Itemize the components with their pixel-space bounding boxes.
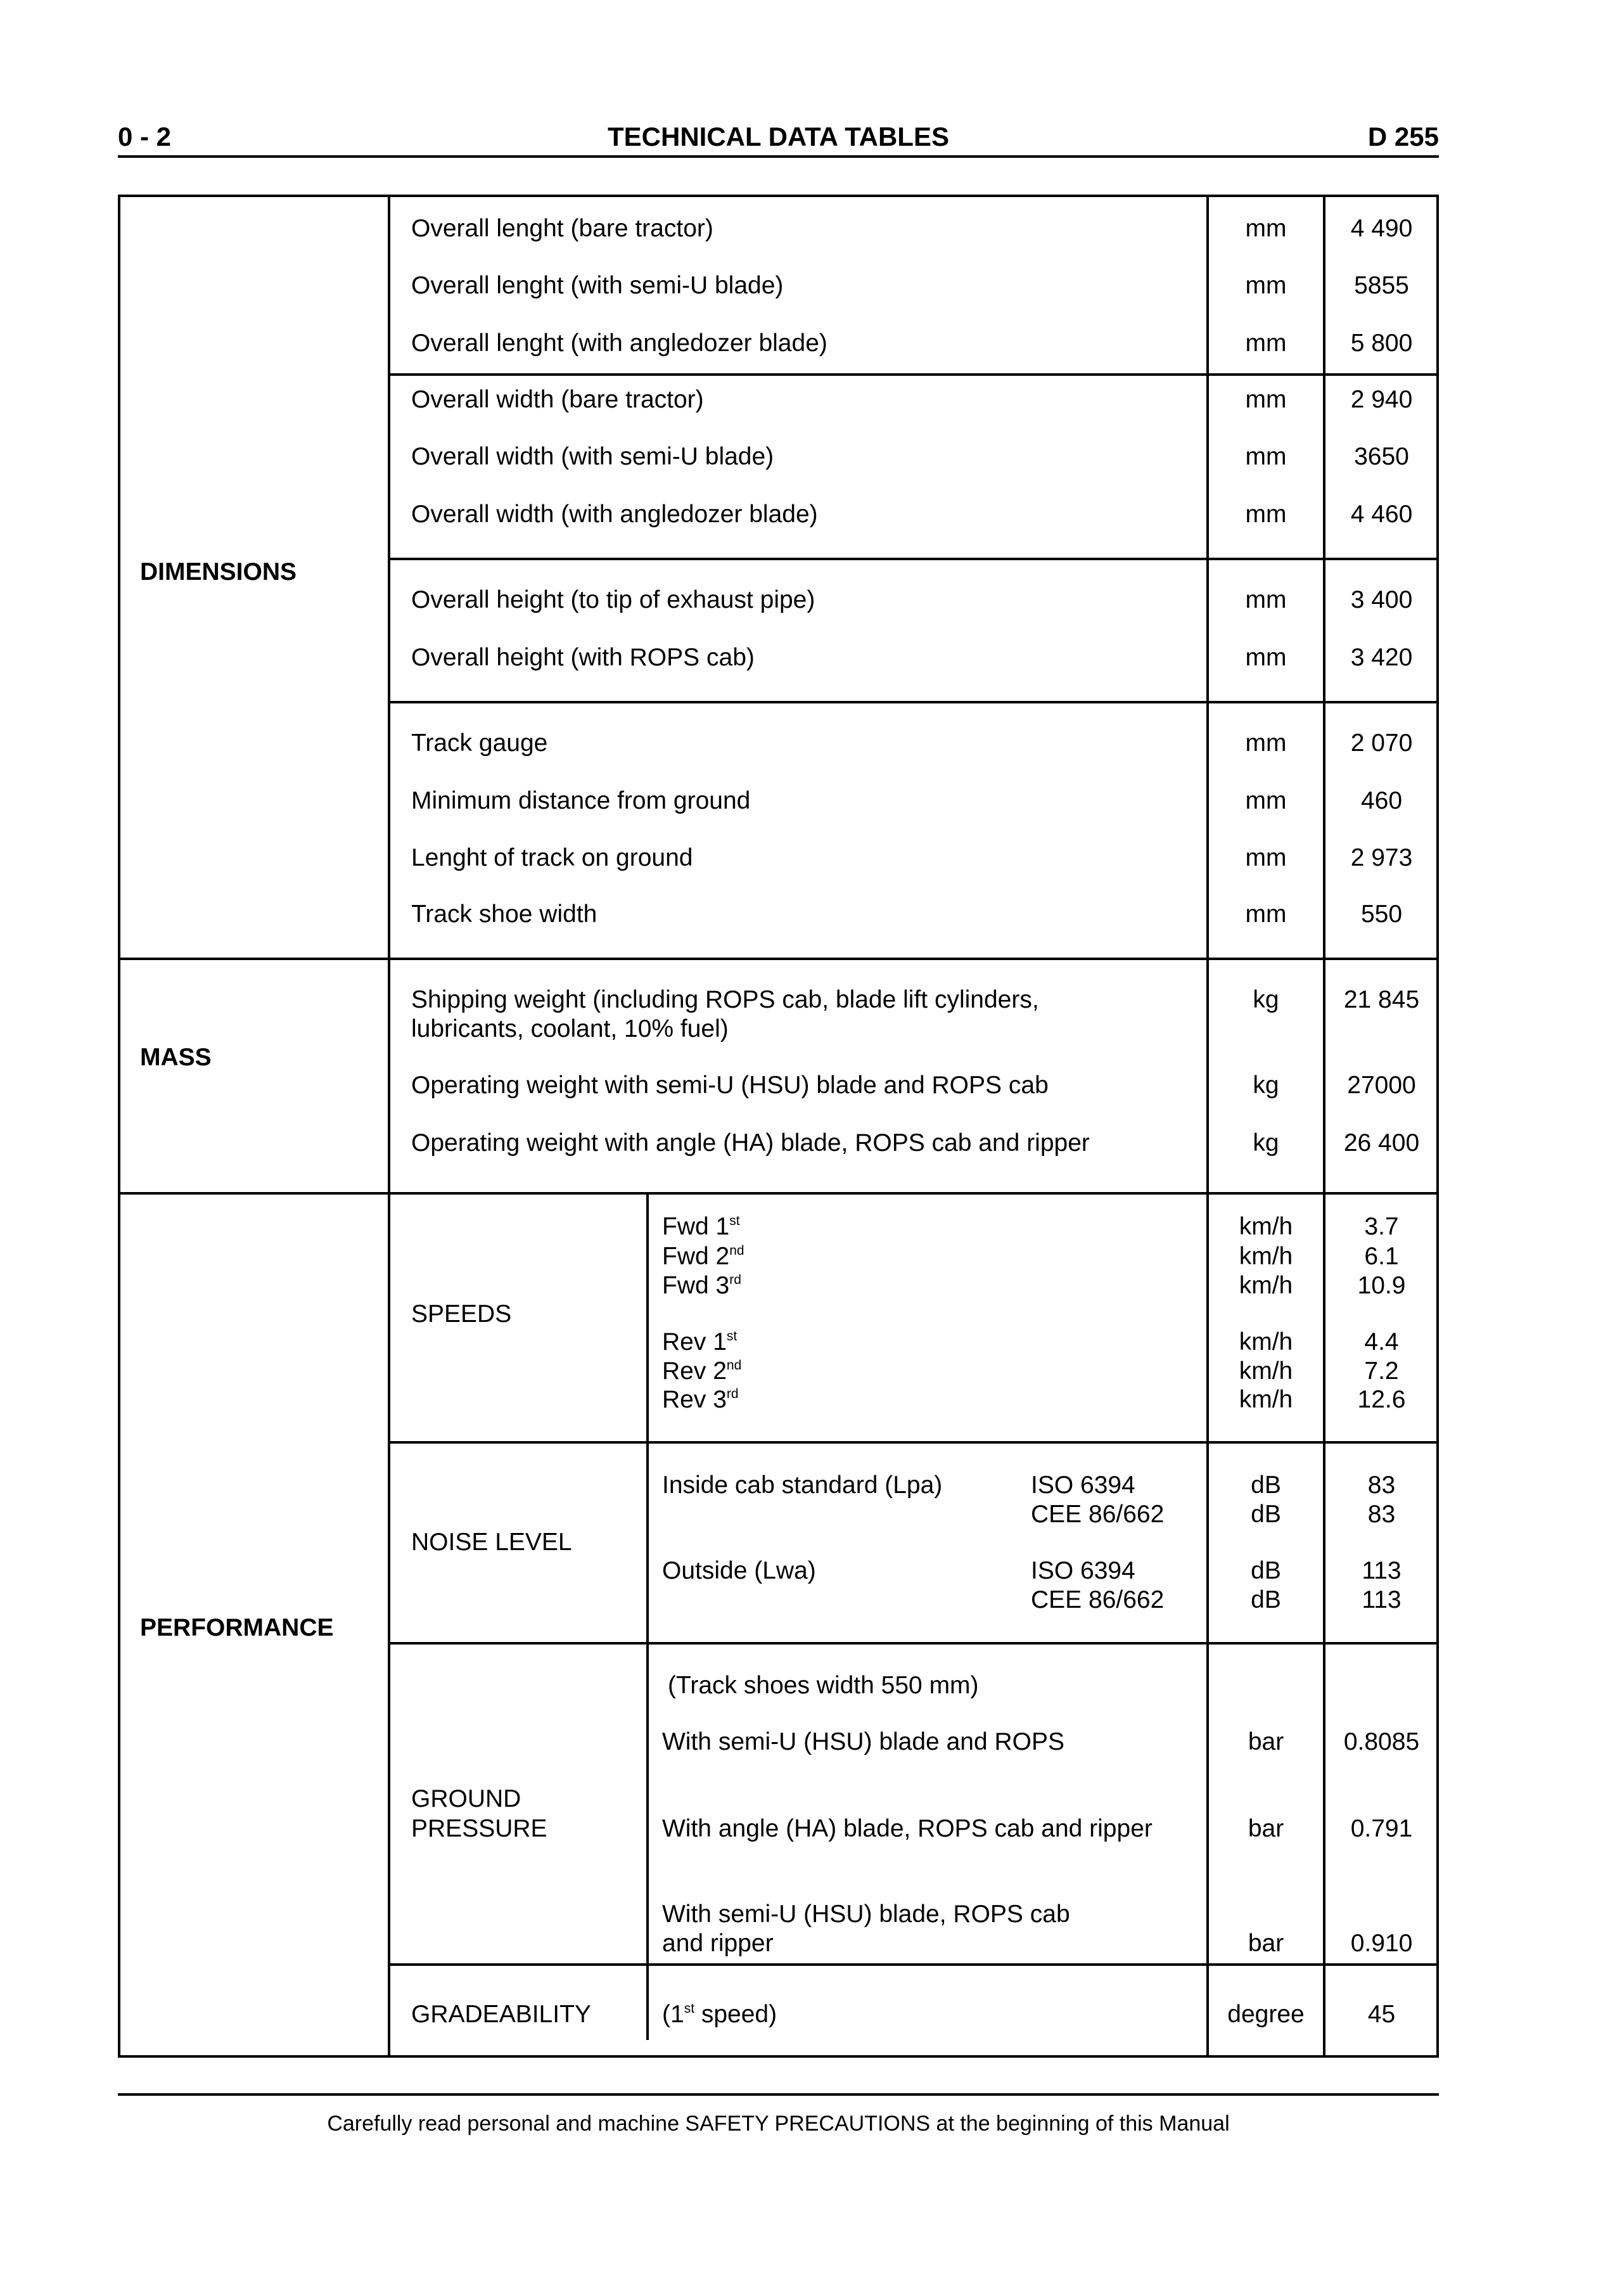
row-unit: mm bbox=[1245, 787, 1287, 814]
row-unit: mm bbox=[1245, 729, 1287, 757]
row-unit: mm bbox=[1245, 644, 1287, 671]
row-description-continued: lubricants, coolant, 10% fuel) bbox=[411, 1015, 729, 1042]
row-description: With semi-U (HSU) blade, ROPS cab bbox=[662, 1901, 1070, 1928]
row-value: 3 420 bbox=[1350, 644, 1413, 671]
table-row bbox=[0, 985, 1622, 1042]
table-row bbox=[0, 385, 1622, 414]
group-divider bbox=[388, 1642, 1439, 1645]
table-row bbox=[0, 1129, 1622, 1158]
row-value: 3.7 bbox=[1364, 1213, 1399, 1240]
row-value: 113 bbox=[1362, 1586, 1402, 1613]
header-rule bbox=[118, 155, 1439, 158]
row-value: 2 070 bbox=[1350, 729, 1413, 757]
row-unit: mm bbox=[1245, 272, 1287, 299]
row-value: 45 bbox=[1367, 2001, 1396, 2028]
gear-ordinal: nd bbox=[726, 1358, 742, 1373]
row-description: Lenght of track on ground bbox=[411, 844, 693, 871]
subcategory-label-speeds: SPEEDS bbox=[411, 1300, 512, 1328]
row-value: 460 bbox=[1360, 787, 1403, 814]
safety-note: Carefully read personal and machine SAFETY PRECAUTIONS at the beginning of this Manual bbox=[327, 2112, 1230, 2136]
row-unit: dB bbox=[1251, 1586, 1281, 1613]
row-description: With angle (HA) blade, ROPS cab and ripper bbox=[662, 1815, 1153, 1842]
table-row bbox=[0, 1671, 1622, 1700]
table-row bbox=[0, 1357, 1622, 1386]
noise-condition: Inside cab standard (Lpa) bbox=[662, 1472, 943, 1499]
table-row bbox=[0, 786, 1622, 816]
row-value: 0.910 bbox=[1350, 1930, 1413, 1957]
row-unit: bar bbox=[1248, 1815, 1284, 1842]
row-description: With semi-U (HSU) blade and ROPS bbox=[662, 1728, 1065, 1755]
row-value: 12.6 bbox=[1357, 1386, 1406, 1413]
row-unit: bar bbox=[1248, 1930, 1284, 1957]
table-row bbox=[0, 1242, 1622, 1271]
table-row bbox=[0, 214, 1622, 243]
row-unit: km/h bbox=[1239, 1213, 1293, 1240]
gear-label bbox=[662, 1385, 739, 1418]
row-value: 2 940 bbox=[1350, 386, 1413, 413]
row-value: 6.1 bbox=[1364, 1243, 1399, 1270]
gear-label bbox=[662, 1271, 741, 1304]
table-row bbox=[0, 900, 1622, 929]
noise-condition: Outside (Lwa) bbox=[662, 1557, 816, 1584]
row-unit: kg bbox=[1253, 1129, 1279, 1157]
noise-standard: ISO 6394 bbox=[1031, 1557, 1135, 1584]
row-unit: km/h bbox=[1239, 1272, 1293, 1299]
row-description: Minimum distance from ground bbox=[411, 787, 751, 814]
row-value: 113 bbox=[1362, 1557, 1402, 1584]
model-designation: D 255 bbox=[1367, 122, 1439, 151]
row-description: Overall lenght (with angledozer blade) bbox=[411, 330, 827, 357]
group-divider bbox=[388, 1441, 1439, 1444]
row-value: 3650 bbox=[1354, 443, 1409, 470]
table-row bbox=[0, 1471, 1622, 1528]
row-value: 10.9 bbox=[1357, 1272, 1406, 1299]
row-description: Shipping weight (including ROPS cab, blade lift cylinders, bbox=[411, 986, 1039, 1013]
row-value: 7.2 bbox=[1364, 1357, 1399, 1385]
subcategory-label-ground-pressure: GROUND PRESSURE bbox=[411, 1785, 547, 1842]
gear-name: Rev 2 bbox=[662, 1357, 727, 1385]
section-divider bbox=[118, 958, 1439, 960]
table-row bbox=[0, 1728, 1622, 1757]
table-row bbox=[0, 1814, 1622, 1844]
noise-standard: CEE 86/662 bbox=[1031, 1501, 1165, 1528]
row-value: 21 845 bbox=[1343, 986, 1420, 1013]
row-unit: km/h bbox=[1239, 1243, 1293, 1270]
page-number: 0 - 2 bbox=[118, 122, 172, 151]
table-row bbox=[0, 1556, 1622, 1613]
row-unit: degree bbox=[1227, 2001, 1305, 2028]
row-description: Overall width (with angledozer blade) bbox=[411, 501, 818, 528]
table-row bbox=[0, 1071, 1622, 1100]
row-unit: bar bbox=[1248, 1728, 1284, 1755]
table-row bbox=[0, 442, 1622, 471]
column-divider-value bbox=[1323, 195, 1325, 2058]
row-description: Operating weight with semi-U (HSU) blade and ROPS cab bbox=[411, 1072, 1049, 1099]
category-label-performance: PERFORMANCE bbox=[140, 1614, 334, 1641]
table-row bbox=[0, 271, 1622, 300]
table-row bbox=[0, 1271, 1622, 1300]
row-unit: km/h bbox=[1239, 1328, 1293, 1356]
noise-standard: CEE 86/662 bbox=[1031, 1586, 1165, 1613]
row-unit: mm bbox=[1245, 901, 1287, 928]
gradeability-condition bbox=[662, 2000, 777, 2033]
row-unit: km/h bbox=[1239, 1386, 1293, 1413]
row-description: Track gauge bbox=[411, 729, 548, 757]
row-unit: dB bbox=[1251, 1501, 1281, 1528]
table-row bbox=[0, 1328, 1622, 1357]
row-description-continued: and ripper bbox=[662, 1930, 774, 1957]
row-description: Overall width (with semi-U blade) bbox=[411, 443, 774, 470]
subcategory-label-noise-level: NOISE LEVEL bbox=[411, 1529, 572, 1556]
table-row bbox=[0, 1900, 1622, 1957]
subcategory-label-gradeability: GRADEABILITY bbox=[411, 2001, 591, 2028]
row-value: 4.4 bbox=[1364, 1328, 1399, 1356]
group-divider bbox=[388, 701, 1439, 703]
condition-ordinal: st bbox=[684, 2001, 695, 2016]
row-description: Overall lenght (bare tractor) bbox=[411, 215, 713, 242]
table-row bbox=[0, 2000, 1622, 2029]
table-row bbox=[0, 643, 1622, 672]
row-unit: mm bbox=[1245, 215, 1287, 242]
condition-suffix: speed) bbox=[694, 2001, 777, 2028]
table-row bbox=[0, 586, 1622, 615]
noise-standard: ISO 6394 bbox=[1031, 1472, 1135, 1499]
row-value: 3 400 bbox=[1350, 586, 1413, 613]
gear-ordinal: rd bbox=[729, 1273, 741, 1287]
row-value: 550 bbox=[1360, 901, 1403, 928]
row-unit: km/h bbox=[1239, 1357, 1293, 1385]
gear-name: Fwd 1 bbox=[662, 1213, 730, 1240]
table-row bbox=[0, 1385, 1622, 1414]
table-row bbox=[0, 729, 1622, 758]
gear-label bbox=[662, 1328, 737, 1361]
ground-pressure-note: (Track shoes width 550 mm) bbox=[668, 1672, 979, 1699]
section-divider bbox=[118, 1192, 1439, 1195]
footer-rule bbox=[118, 2093, 1439, 2096]
row-unit: mm bbox=[1245, 586, 1287, 613]
row-value: 0.791 bbox=[1350, 1815, 1413, 1842]
row-value: 2 973 bbox=[1350, 844, 1413, 871]
gear-ordinal: nd bbox=[729, 1243, 744, 1258]
row-value: 0.8085 bbox=[1343, 1728, 1420, 1755]
row-description: Overall width (bare tractor) bbox=[411, 386, 704, 413]
gear-label bbox=[662, 1212, 740, 1245]
gear-ordinal: rd bbox=[726, 1387, 739, 1401]
row-unit: kg bbox=[1253, 986, 1279, 1013]
gear-name: Rev 3 bbox=[662, 1386, 727, 1413]
row-value: 5855 bbox=[1354, 272, 1409, 299]
row-unit: mm bbox=[1245, 386, 1287, 413]
row-unit: mm bbox=[1245, 330, 1287, 357]
row-unit: kg bbox=[1253, 1072, 1279, 1099]
row-value: 4 460 bbox=[1350, 501, 1413, 528]
gear-label bbox=[662, 1242, 744, 1275]
row-unit: mm bbox=[1245, 501, 1287, 528]
row-unit: dB bbox=[1251, 1472, 1281, 1499]
row-unit: dB bbox=[1251, 1557, 1281, 1584]
row-description: Operating weight with angle (HA) blade, ROPS cab and ripper bbox=[411, 1129, 1090, 1157]
row-description: Track shoe width bbox=[411, 901, 597, 928]
row-value: 27000 bbox=[1347, 1072, 1416, 1099]
gear-ordinal: st bbox=[729, 1214, 740, 1228]
table-border bbox=[118, 195, 1439, 2058]
group-divider bbox=[388, 373, 1439, 376]
category-label-mass: MASS bbox=[140, 1044, 212, 1071]
category-label-dimensions: DIMENSIONS bbox=[140, 558, 297, 586]
row-description: Overall height (to tip of exhaust pipe) bbox=[411, 586, 815, 613]
gear-ordinal: st bbox=[726, 1329, 738, 1344]
row-description: Overall lenght (with semi-U blade) bbox=[411, 272, 784, 299]
table-row bbox=[0, 329, 1622, 358]
gear-name: Rev 1 bbox=[662, 1328, 727, 1356]
column-divider-category bbox=[388, 195, 390, 2058]
group-divider bbox=[388, 1963, 1439, 1966]
column-divider-unit bbox=[1206, 195, 1209, 2058]
row-value: 83 bbox=[1367, 1472, 1396, 1499]
table-row bbox=[0, 843, 1622, 873]
page-title: TECHNICAL DATA TABLES bbox=[608, 122, 949, 151]
group-divider bbox=[388, 558, 1439, 560]
gear-name: Fwd 3 bbox=[662, 1272, 730, 1299]
gear-name: Fwd 2 bbox=[662, 1243, 730, 1270]
table-row bbox=[0, 1212, 1622, 1241]
row-value: 4 490 bbox=[1350, 215, 1413, 242]
row-value: 83 bbox=[1367, 1501, 1396, 1528]
row-unit: mm bbox=[1245, 844, 1287, 871]
row-value: 26 400 bbox=[1343, 1129, 1420, 1157]
row-description: Overall height (with ROPS cab) bbox=[411, 644, 755, 671]
row-value: 5 800 bbox=[1350, 330, 1413, 357]
table-row bbox=[0, 500, 1622, 529]
condition-prefix: (1 bbox=[662, 2001, 684, 2028]
row-unit: mm bbox=[1245, 443, 1287, 470]
